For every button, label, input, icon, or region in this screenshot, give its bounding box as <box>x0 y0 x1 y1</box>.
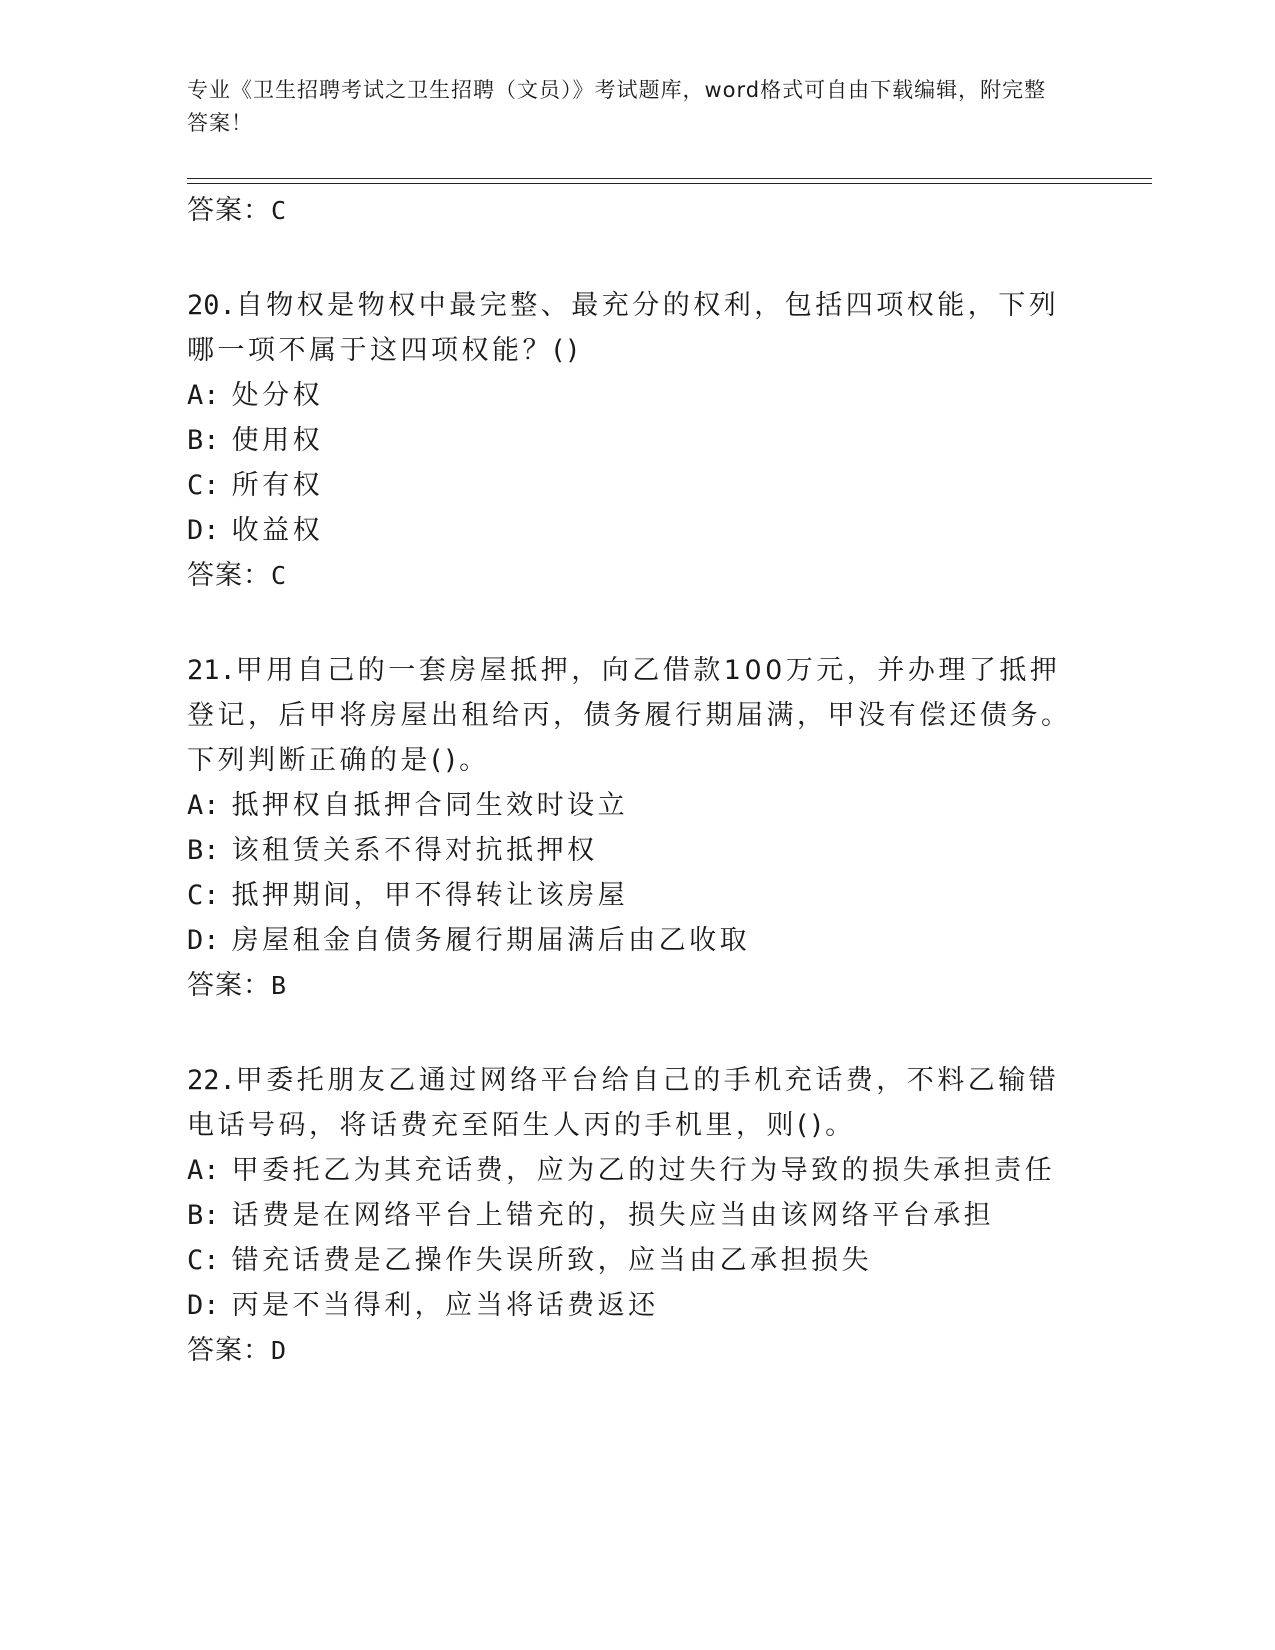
question-answer <box>187 1328 1087 1373</box>
option-text: 使用权 <box>231 425 324 456</box>
option-text: 所有权 <box>231 470 324 501</box>
option-a <box>187 373 1087 418</box>
option-text: 抵押期间，甲不得转让该房屋 <box>231 880 629 911</box>
option-key: C: <box>187 1245 220 1276</box>
option-text: 该租赁关系不得对抗抵押权 <box>231 835 598 866</box>
option-key: D: <box>187 1290 220 1321</box>
option-key: B: <box>187 1200 220 1231</box>
option-key: A: <box>187 1155 220 1186</box>
question-22 <box>187 1058 1087 1373</box>
option-key: A: <box>187 790 220 821</box>
question-20 <box>187 283 1087 598</box>
header-divider-line-second <box>187 183 1152 184</box>
option-a <box>187 783 1087 828</box>
question-number: 21. <box>187 655 236 686</box>
option-d <box>187 1283 1087 1328</box>
option-c <box>187 463 1087 508</box>
question-stem <box>187 1058 1087 1148</box>
question-text: 甲委托朋友乙通过网络平台给自己的手机充话费，不料乙输错电话号码，将话费充至陌生人丙的手机里，则()。 <box>187 1065 1060 1141</box>
answer-value: C <box>271 196 288 225</box>
option-b <box>187 1193 1087 1238</box>
option-text: 收益权 <box>231 515 324 546</box>
option-key: C: <box>187 470 220 501</box>
answer-label: 答案： <box>187 1335 271 1366</box>
question-text: 自物权是物权中最完整、最充分的权利，包括四项权能，下列哪一项不属于这四项权能？() <box>187 290 1060 366</box>
question-text: 甲用自己的一套房屋抵押，向乙借款100万元，并办理了抵押登记，后甲将房屋出租给丙，债务履行期届满，甲没有偿还债务。下列判断正确的是()。 <box>187 655 1072 776</box>
previous-answer <box>187 188 1087 233</box>
option-key: B: <box>187 425 220 456</box>
option-c <box>187 873 1087 918</box>
answer-label: 答案： <box>187 970 271 1001</box>
option-a <box>187 1148 1087 1193</box>
answer-label: 答案： <box>187 560 271 591</box>
option-text: 错充话费是乙操作失误所致，应当由乙承担损失 <box>231 1245 873 1276</box>
option-b <box>187 828 1087 873</box>
option-text: 丙是不当得利，应当将话费返还 <box>231 1290 659 1321</box>
option-text: 处分权 <box>231 380 324 411</box>
option-d <box>187 508 1087 553</box>
option-key: A: <box>187 380 220 411</box>
option-text: 甲委托乙为其充话费，应为乙的过失行为导致的损失承担责任 <box>231 1155 1056 1186</box>
question-number: 22. <box>187 1065 236 1096</box>
option-key: C: <box>187 880 220 911</box>
option-text: 房屋租金自债务履行期届满后由乙收取 <box>231 925 751 956</box>
header-divider-line <box>187 178 1152 179</box>
question-answer <box>187 553 1087 598</box>
option-c <box>187 1238 1087 1283</box>
document-header: 专业《卫生招聘考试之卫生招聘（文员）》考试题库，word格式可自由下载编辑，附完整答案！ <box>187 78 1047 135</box>
option-text: 话费是在网络平台上错充的，损失应当由该网络平台承担 <box>231 1200 995 1231</box>
option-key: D: <box>187 515 220 546</box>
question-number: 20. <box>187 290 236 321</box>
option-text: 抵押权自抵押合同生效时设立 <box>231 790 629 821</box>
answer-label: 答案： <box>187 195 271 226</box>
answer-value: D <box>271 1336 288 1365</box>
question-21 <box>187 648 1087 1008</box>
option-key: D: <box>187 925 220 956</box>
question-stem <box>187 283 1087 373</box>
answer-value: B <box>271 971 288 1000</box>
option-b <box>187 418 1087 463</box>
option-key: B: <box>187 835 220 866</box>
question-list <box>187 188 1087 1373</box>
question-answer <box>187 963 1087 1008</box>
question-stem <box>187 648 1087 783</box>
answer-value: C <box>271 561 288 590</box>
option-d <box>187 918 1087 963</box>
